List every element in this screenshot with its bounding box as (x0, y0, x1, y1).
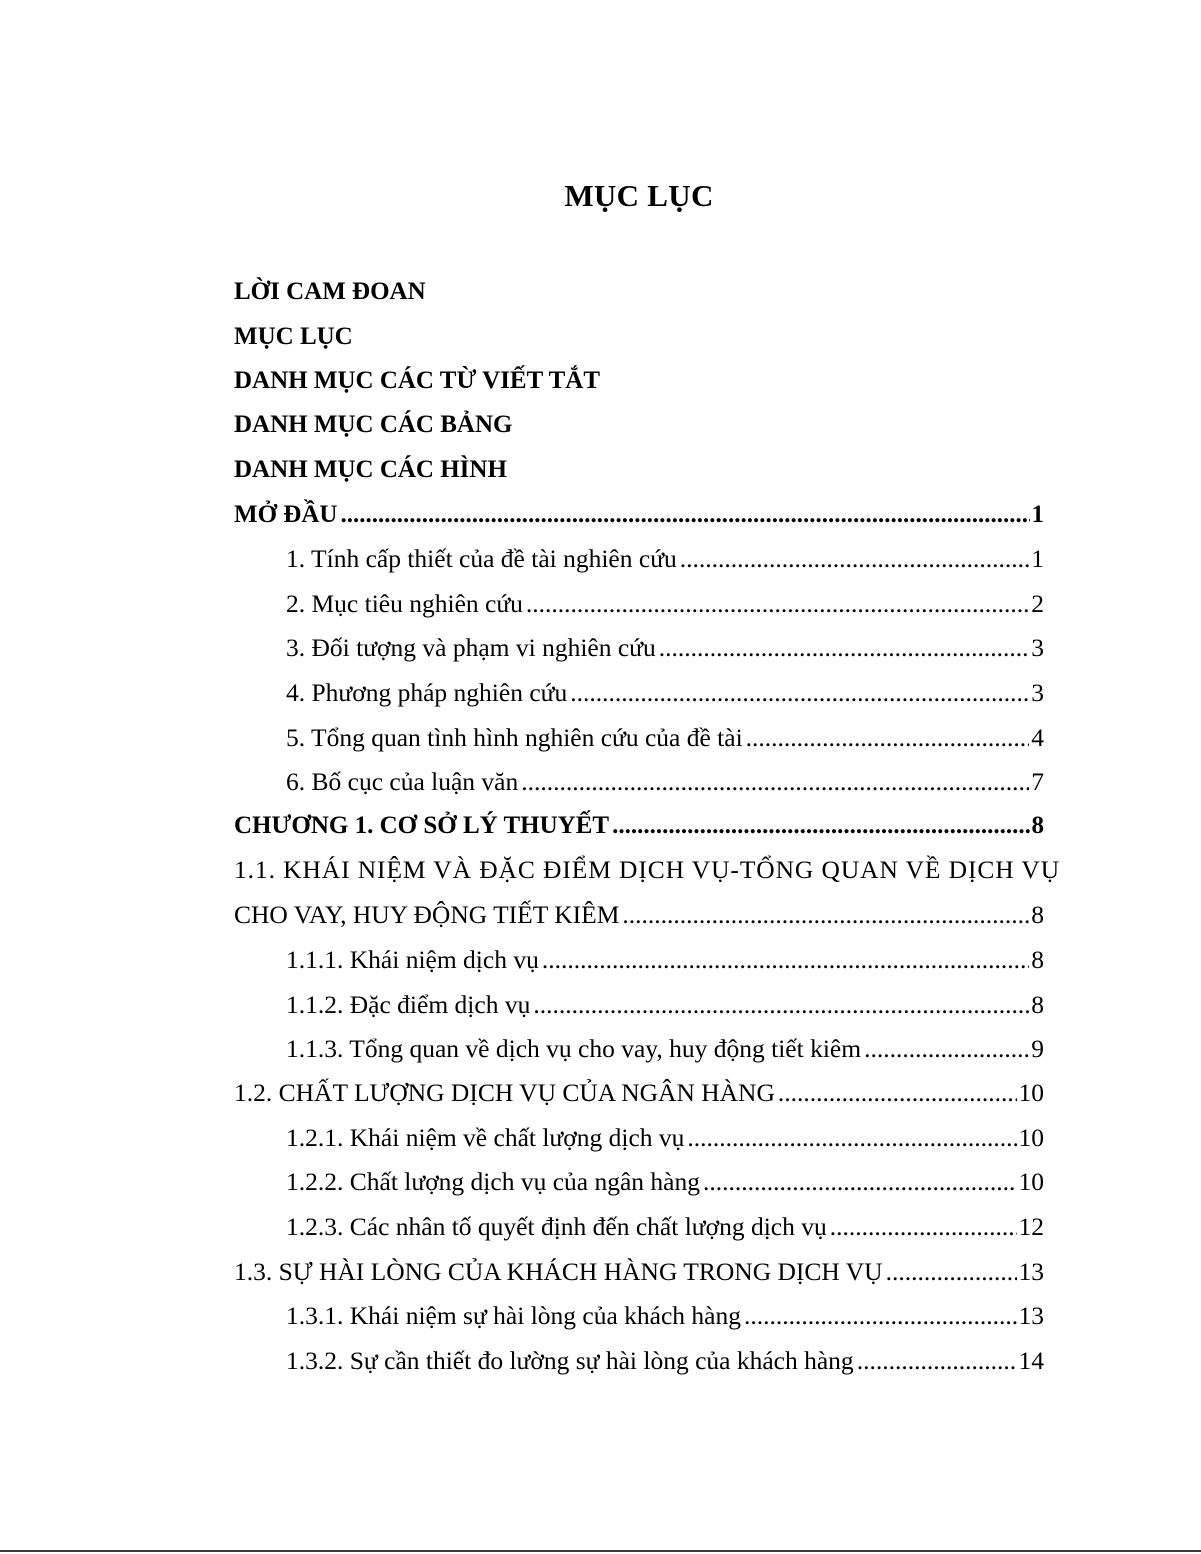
toc-entry[interactable] (286, 1118, 1044, 1158)
toc-label: 6. Bố cục của luận văn (286, 767, 519, 796)
toc-label: 1.2. CHẤT LƯỢNG DỊCH VỤ CỦA NGÂN HÀNG (234, 1078, 775, 1107)
dot-leader (612, 806, 1029, 846)
toc-front-matter-item[interactable] (234, 450, 1044, 490)
toc-page-number: 10 (1018, 1078, 1044, 1107)
dot-leader (542, 940, 1029, 980)
toc-label: 1.1.2. Đặc điểm dịch vụ (286, 990, 531, 1019)
dot-leader (526, 584, 1029, 624)
toc-page-number: 8 (1031, 990, 1044, 1019)
toc-label: 3. Đối tượng và phạm vi nghiên cứu (286, 633, 656, 662)
dot-leader (703, 1162, 1017, 1202)
toc-entry[interactable] (286, 940, 1044, 980)
toc-entry-section-line1[interactable] (234, 850, 1061, 890)
page-title: MỤC LỤC (564, 178, 714, 213)
dot-leader (680, 539, 1029, 579)
toc-label: 1.1.3. Tổng quan về dịch vụ cho vay, huy động tiết kiêm (286, 1034, 862, 1063)
toc-label: 1.1. KHÁI NIỆM VÀ ĐẶC ĐIỂM DỊCH VỤ-TỔNG QUAN VỀ DỊCH VỤ (234, 855, 1061, 884)
toc-label: 5. Tổng quan tình hình nghiên cứu của đề tài (286, 723, 743, 752)
dot-leader (744, 1296, 1016, 1336)
toc-entry[interactable] (286, 673, 1044, 713)
toc-entry[interactable] (286, 1296, 1044, 1336)
toc-entry[interactable] (286, 584, 1044, 624)
toc-label: 2. Mục tiêu nghiên cứu (286, 589, 523, 618)
toc-label: 1. Tính cấp thiết của đề tài nghiên cứu (286, 544, 677, 573)
toc-label: 1.2.2. Chất lượng dịch vụ của ngân hàng (286, 1167, 700, 1196)
toc-entry[interactable] (286, 1162, 1044, 1202)
toc-label: 1.1.1. Khái niệm dịch vụ (286, 945, 539, 974)
toc-front-matter-item[interactable] (234, 405, 1044, 445)
dot-leader (687, 1118, 1016, 1158)
toc-page-number: 8 (1031, 812, 1044, 839)
toc-entry[interactable] (286, 1029, 1044, 1069)
toc-label: 1.3.1. Khái niệm sự hài lòng của khách hàng (286, 1301, 742, 1330)
toc-label: DANH MỤC CÁC BẢNG (234, 411, 513, 438)
toc-front-matter-item[interactable] (234, 361, 1044, 401)
toc-entry-mo-dau[interactable] (234, 495, 1044, 535)
dot-leader (521, 762, 1029, 802)
toc-entry[interactable] (286, 1207, 1044, 1247)
toc-label: 1.2.1. Khái niệm về chất lượng dịch vụ (286, 1123, 685, 1152)
toc-page-number: 2 (1031, 589, 1044, 618)
toc-label: DANH MỤC CÁC TỪ VIẾT TẮT (234, 367, 601, 394)
toc-page-number: 4 (1031, 723, 1044, 752)
toc-entry[interactable] (286, 628, 1044, 668)
toc-entry-section-line2[interactable] (234, 895, 1044, 935)
toc-page-number: 1 (1031, 544, 1044, 573)
toc-entry[interactable] (286, 985, 1044, 1025)
dot-leader (659, 628, 1030, 668)
toc-page-number: 3 (1031, 678, 1044, 707)
dot-leader (622, 895, 1029, 935)
toc-page-number: 7 (1031, 767, 1044, 796)
toc-page-number: 10 (1018, 1167, 1044, 1196)
toc-page-number: 3 (1031, 633, 1044, 662)
toc-label: 1.3.2. Sự cần thiết đo lường sự hài lòng của khách hàng (286, 1346, 854, 1375)
toc-label: CHƯƠNG 1. CƠ SỞ LÝ THUYẾT (234, 812, 610, 839)
toc-entry[interactable] (286, 762, 1044, 802)
toc-label: 4. Phương pháp nghiên cứu (286, 678, 568, 707)
toc-page-number: 8 (1031, 945, 1044, 974)
toc-label: DANH MỤC CÁC HÌNH (234, 456, 507, 483)
toc-entry-section[interactable] (234, 1252, 1044, 1292)
toc-label: LỜI CAM ĐOAN (234, 278, 426, 305)
toc-page-number: 9 (1031, 1034, 1044, 1063)
toc-label: 1.2.3. Các nhân tố quyết định đến chất lượng dịch vụ (286, 1212, 827, 1241)
dot-leader (864, 1029, 1029, 1069)
dot-leader (570, 673, 1029, 713)
dot-leader (830, 1207, 1017, 1247)
toc-label: CHO VAY, HUY ĐỘNG TIẾT KIÊM (234, 900, 620, 929)
toc-front-matter-item[interactable] (234, 317, 1044, 357)
toc-page-number: 10 (1018, 1123, 1044, 1152)
dot-leader (857, 1341, 1017, 1381)
toc-entry-chapter-1[interactable] (234, 806, 1044, 846)
toc-entry[interactable] (286, 539, 1044, 579)
toc-page-number: 13 (1018, 1257, 1044, 1286)
toc-page-number: 13 (1018, 1301, 1044, 1330)
toc-page-number: 8 (1031, 900, 1044, 929)
page-bottom-edge (0, 1550, 1201, 1552)
toc-label: 1.3. SỰ HÀI LÒNG CỦA KHÁCH HÀNG TRONG DỊCH VỤ (234, 1257, 883, 1286)
toc-label: MỞ ĐẦU (234, 501, 338, 528)
toc-entry-section[interactable] (234, 1073, 1044, 1113)
toc-page-number: 12 (1018, 1212, 1044, 1241)
toc-page-number: 1 (1031, 501, 1044, 528)
dot-leader (533, 985, 1029, 1025)
dot-leader (886, 1252, 1017, 1292)
toc-entry[interactable] (286, 718, 1044, 758)
toc-front-matter-item[interactable] (234, 272, 1044, 312)
toc-page-number: 14 (1018, 1346, 1044, 1375)
toc-entry[interactable] (286, 1341, 1044, 1381)
dot-leader (746, 718, 1030, 758)
toc-label: MỤC LỤC (234, 323, 353, 350)
dot-leader (778, 1073, 1017, 1113)
dot-leader (340, 495, 1029, 535)
